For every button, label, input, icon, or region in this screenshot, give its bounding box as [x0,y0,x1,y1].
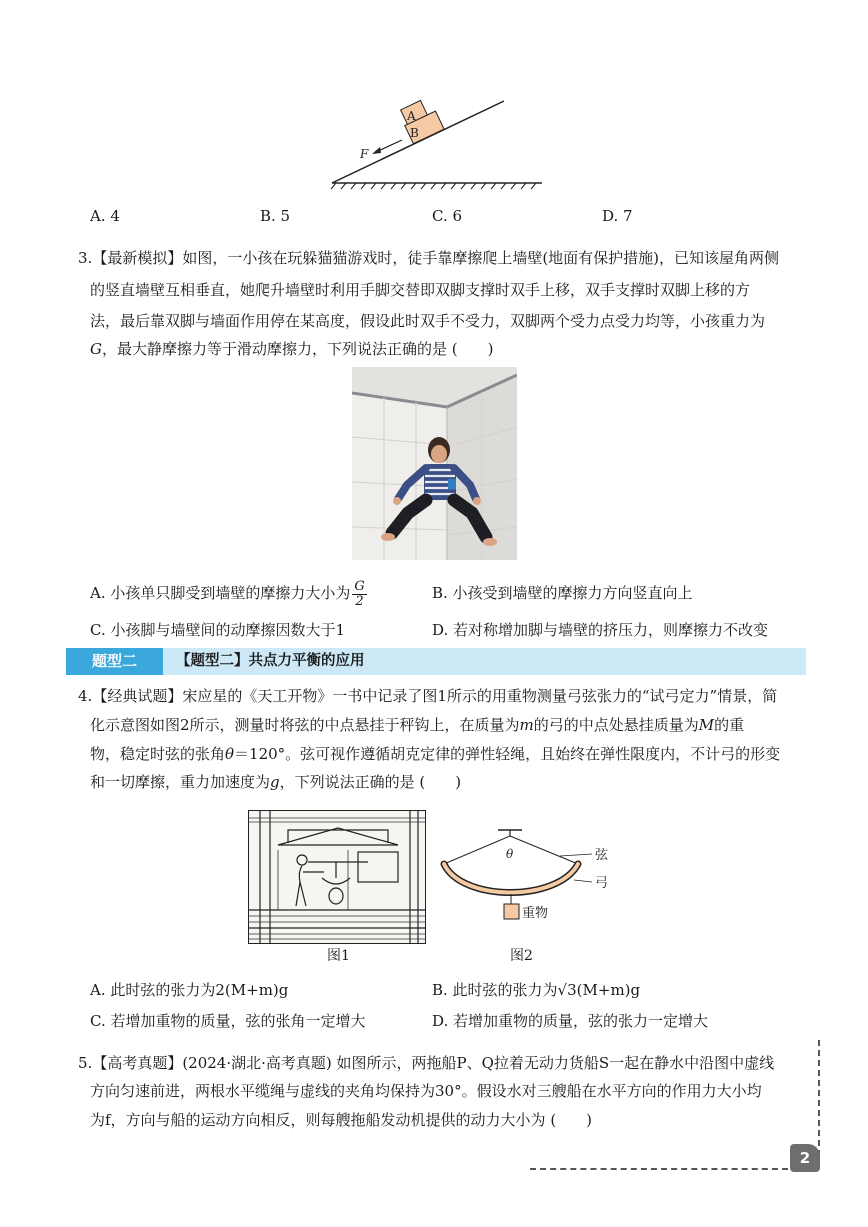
q4-text-2b: 的弓的中点处悬挂质量为 [533,716,699,734]
q3-option-a[interactable] [90,578,367,609]
q4-bow-mass-symbol: m [519,716,534,734]
q5-number: 5. [78,1054,93,1072]
q4-option-b[interactable]: B. 此时弦的张力为√3(M+m)g [432,981,641,999]
page-number: 2 [790,1144,820,1172]
q4-text-3a: 物，稳定时弦的张角 [90,745,226,763]
q3-gravity-symbol: G [90,340,102,358]
section-tag: 题型二 [66,648,163,675]
q3-text-4: ，最大静摩擦力等于滑动摩擦力，下列说法正确的是 ( ) [101,340,494,358]
q4-theta-symbol: θ [225,745,235,763]
section-banner [66,648,806,675]
q3-option-c[interactable]: C. 小孩脚与墙壁间的动摩擦因数大于1 [90,621,346,639]
q3-line-1 [78,248,808,268]
q5-line-1 [78,1053,808,1073]
q2-option-c[interactable]: C. 6 [432,207,463,225]
q4-line-2 [90,715,820,735]
q4-text-1: 宋应星的《天工开物》一书中记录了图1所示的用重物测量弓弦张力的“试弓定力”情景，简 [182,687,778,705]
q4-text-2c: 的重 [714,716,745,734]
block-a-label: A [407,109,416,123]
q4-g-symbol: g [270,773,280,791]
q5-text-1: (2024·湖北·高考真题) 如图所示，两拖船P、Q拉着无动力货船S一起在静水中沿图中虚线 [182,1054,775,1072]
page-edge-dashed-horizontal [530,1168,788,1170]
q5-line-3: 为f，方向与船的运动方向相反，则每艘拖船发动机提供的动力大小为 ( ) [90,1111,593,1129]
q4-option-a[interactable]: A. 此时弦的张力为2(M+m)g [90,981,289,999]
q3-number: 3. [78,249,93,267]
q3-line-4 [90,339,820,359]
section-title: 【题型二】共点力平衡的应用 [176,653,365,669]
child-climbing-photo [352,367,517,560]
q4-line-1 [78,686,808,706]
incline-figure [320,95,550,195]
fraction-numerator: G [354,578,365,594]
force-label: F [360,147,369,161]
fraction-denominator: 2 [355,593,364,609]
q3-line-2: 的竖直墙壁互相垂直，她爬升墙壁时利用手脚交替即双脚支撑时双手上移，双手支撑时双脚上移的方 [90,281,751,299]
string-label: 弦 [595,848,609,863]
q4-text-4b: ，下列说法正确的是 ( ) [279,773,462,791]
q4-text-3b: ＝120°。弦可视作遵循胡克定律的弹性轻绳，且始终在弹性限度内，不计弓的形变 [234,745,781,763]
q4-weight-mass-symbol: M [698,716,715,734]
woodcut-illustration [248,810,426,944]
q2-option-a[interactable]: A. 4 [90,207,120,225]
q3-option-a-fraction [352,580,366,609]
q3-tag: 【最新模拟】 [92,249,183,267]
q4-option-d[interactable]: D. 若增加重物的质量，弦的张力一定增大 [432,1012,709,1030]
figure-1-caption: 图1 [327,948,350,964]
q4-option-c[interactable]: C. 若增加重物的质量，弦的张角一定增大 [90,1012,366,1030]
q4-text-2a: 化示意图如图2所示，测量时将弦的中点悬挂于秤钩上，在质量为 [90,716,520,734]
q2-option-d[interactable]: D. 7 [602,207,633,225]
q4-number: 4. [78,687,93,705]
q3-option-d[interactable]: D. 若对称增加脚与墙壁的挤压力，则摩擦力不改变 [432,621,769,639]
q3-line-3: 法，最后靠双脚与墙面作用停在某高度，假设此时双手不受力，双脚两个受力点受力均等，小孩重力为 [90,312,766,330]
q4-tag: 【经典试题】 [92,687,183,705]
weight-label: 重物 [522,906,549,921]
q3-text-1: 如图，一小孩在玩躲猫猫游戏时，徒手靠摩擦爬上墙壁(地面有保护措施)，已知该屋角两侧 [182,249,780,267]
q5-line-2: 方向匀速前进，两根水平缆绳与虚线的夹角均保持为30°。假设水对三艘船在水平方向的作用力大小均 [90,1082,762,1100]
bow-diagram [440,820,620,940]
block-b-label: B [410,126,419,140]
bow-label: 弓 [595,876,609,891]
q4-line-3 [90,744,820,764]
q5-tag: 【高考真题】 [92,1054,183,1072]
figure-2-caption: 图2 [510,948,533,964]
page-edge-dashed-vertical [818,1040,820,1156]
theta-label: θ [506,847,514,861]
q2-option-b[interactable]: B. 5 [260,207,291,225]
q3-option-b[interactable]: B. 小孩受到墙壁的摩擦力方向竖直向上 [432,584,693,602]
q4-line-4 [90,772,820,792]
q4-text-4a: 和一切摩擦，重力加速度为 [90,773,271,791]
q3-option-a-text: A. 小孩单只脚受到墙壁的摩擦力大小为 [90,584,351,602]
